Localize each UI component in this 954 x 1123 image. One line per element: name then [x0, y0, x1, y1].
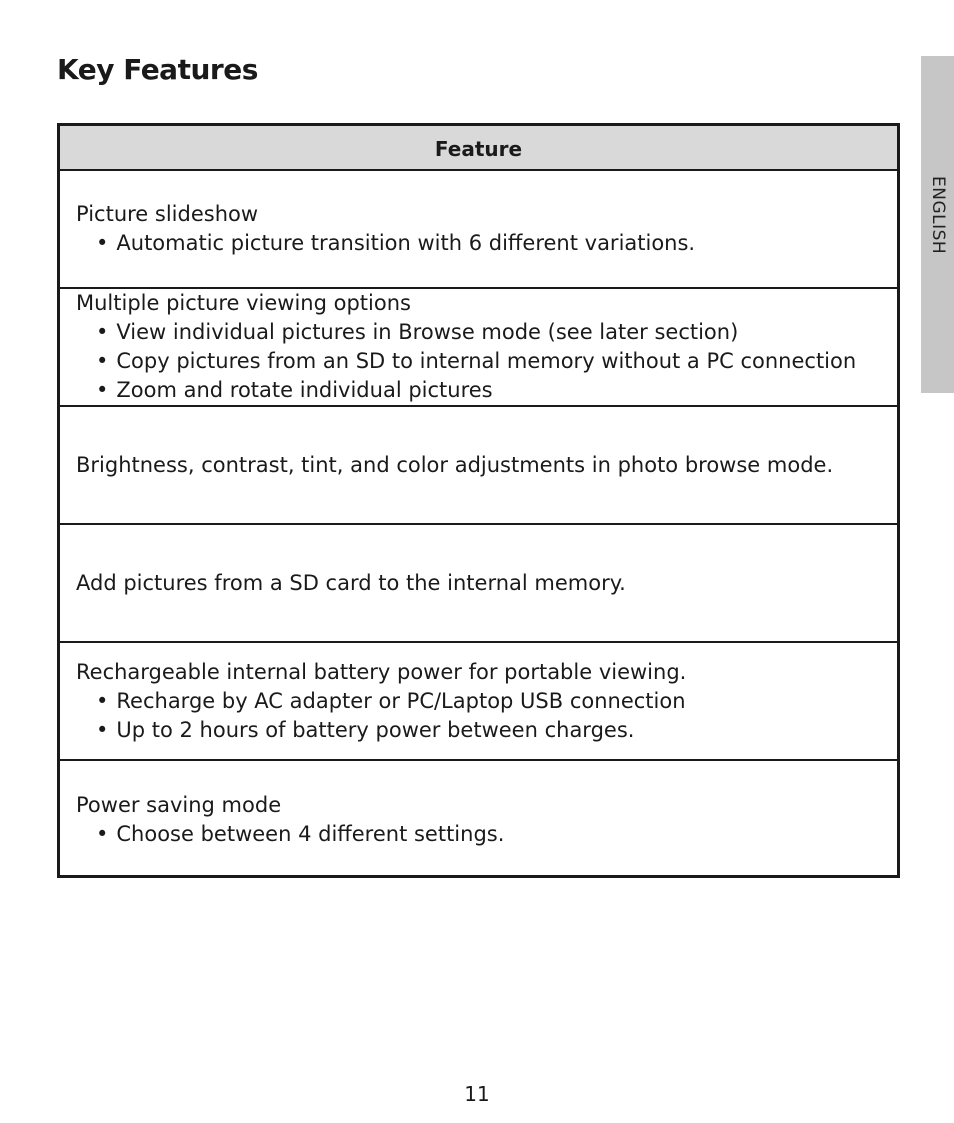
page-title: Key Features — [57, 53, 258, 86]
feature-table — [57, 123, 900, 878]
feature-bullet: • Choose between 4 different settings. — [76, 820, 897, 849]
table-row — [60, 289, 897, 407]
table-row — [60, 643, 897, 761]
feature-bullet: • Recharge by AC adapter or PC/Laptop USB connection — [76, 687, 897, 716]
feature-title: Add pictures from a SD card to the internal memory. — [76, 570, 626, 595]
feature-title: Picture slideshow — [76, 202, 259, 226]
table-row — [60, 407, 897, 525]
table-header: Feature — [60, 126, 897, 171]
language-tab-label: ENGLISH — [928, 176, 948, 255]
feature-bullet: • Automatic picture transition with 6 different variations. — [76, 229, 897, 258]
language-tab — [921, 56, 954, 393]
feature-bullet: • Copy pictures from an SD to internal memory without a PC connection — [76, 347, 897, 376]
feature-title: Rechargeable internal battery power for portable viewing. — [76, 659, 687, 684]
feature-bullet: • View individual pictures in Browse mode (see later section) — [76, 318, 897, 347]
page-number: 11 — [464, 1082, 490, 1106]
feature-bullet: • Up to 2 hours of battery power between charges. — [76, 716, 897, 745]
table-row — [60, 171, 897, 289]
feature-bullet: • Zoom and rotate individual pictures — [76, 376, 897, 405]
feature-title: Power saving mode — [76, 793, 282, 817]
table-row — [60, 761, 897, 879]
table-row — [60, 525, 897, 643]
feature-title: Brightness, contrast, tint, and color adjustments in photo browse mode. — [76, 452, 834, 477]
feature-title: Multiple picture viewing options — [76, 291, 411, 315]
